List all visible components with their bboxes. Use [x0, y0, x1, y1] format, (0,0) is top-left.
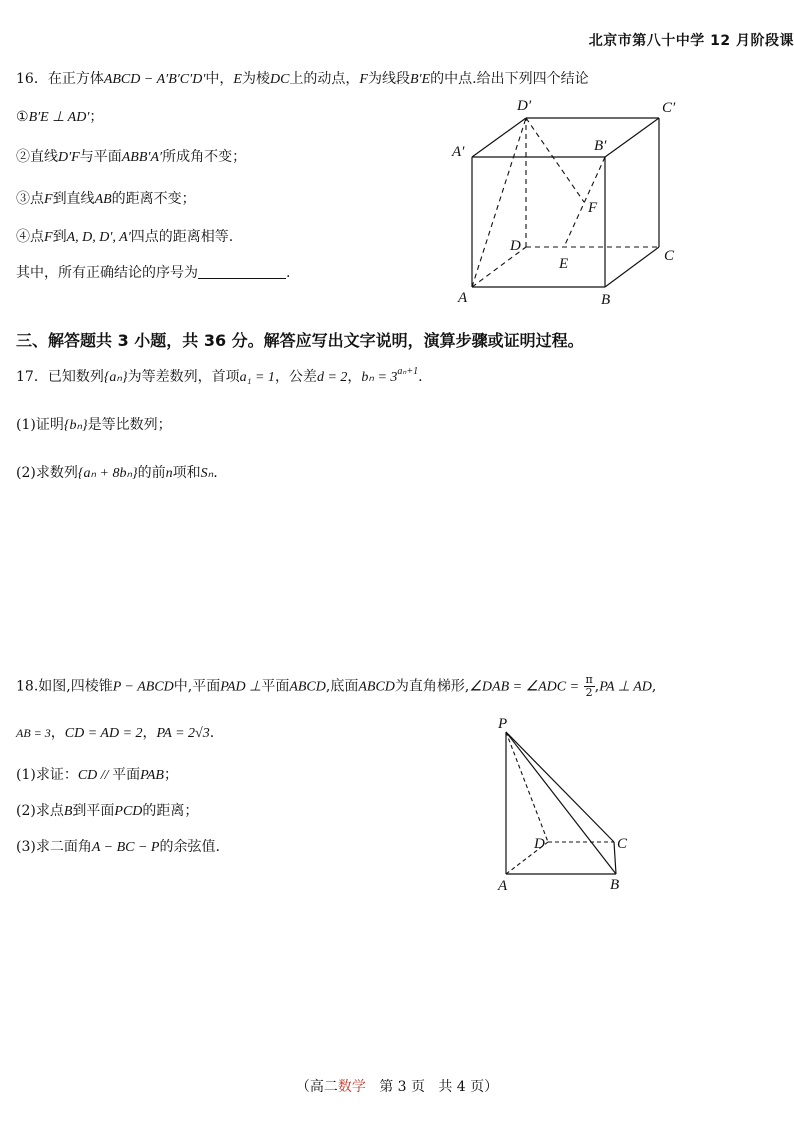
edge-PB	[506, 732, 616, 874]
q18-stem: 18.如图,四棱锥P − ABCD中,平面PAD ⊥平面ABCD,底面ABCD为直角梯形,∠DAB = ∠ADC = $\frac{\pi}{2}$ ,PA ⊥ AD,	[16, 673, 657, 699]
q18-number: 18.	[16, 678, 39, 695]
label-A: A	[498, 878, 508, 894]
segment-ADp	[472, 118, 526, 287]
q16-conclusion-1: ①B′E ⊥ AD′；	[16, 109, 104, 125]
segment-BpE	[564, 157, 605, 247]
page-header: 北京市第八十中学 12 月阶段课	[588, 33, 794, 49]
edge-BC	[614, 842, 616, 874]
q18-part-3: (3)求二面角A − BC − P的余弦值.	[16, 839, 220, 855]
q17-stem: 17．已知数列{aₙ}为等差数列，首项a₁ = 1，公差d = 2，$b_n = 3^{a_n+1}$.	[16, 366, 423, 385]
label-B: B	[601, 292, 611, 308]
label-D: D	[510, 238, 521, 254]
edge-PC	[506, 732, 614, 842]
q16-stem: 16．在正方体ABCD − A′B′C′D′中，E为棱DC上的动点，F为线段B′E的中点.给出下列四个结论	[16, 71, 589, 87]
q18-part-1: (1)求证：CD // 平面PAB；	[16, 767, 178, 783]
label-D: D	[534, 836, 545, 852]
q18-given: AB = 3，CD = AD = 2，PA = 2√3.	[16, 725, 215, 741]
label-A: A	[458, 290, 468, 306]
footer-total-pages: 共 4 页）	[438, 1079, 499, 1095]
q16-answer-prompt: 其中，所有正确结论的序号为 .	[16, 265, 291, 281]
label-Bp: B′	[594, 138, 607, 154]
label-P: P	[498, 716, 508, 732]
pyramid-figure	[490, 712, 650, 894]
footer-subject: 数学	[337, 1079, 366, 1095]
page-footer: （高二数学 第 3 页 共 4 页）	[295, 1079, 499, 1095]
q16-conclusion-3: ③点F到直线AB的距离不变；	[16, 191, 196, 207]
cube-figure	[440, 90, 700, 312]
q18-part-2: (2)求点B到平面PCD的距离；	[16, 803, 199, 819]
label-F: F	[588, 200, 598, 216]
answer-blank[interactable]	[198, 264, 286, 279]
edge-BC	[605, 247, 659, 287]
label-C: C	[617, 836, 628, 852]
edge-PD	[506, 732, 548, 842]
label-C: C	[664, 248, 675, 264]
label-Cp: C′	[662, 100, 676, 116]
label-B: B	[610, 877, 620, 893]
q17-part-1: (1)证明{bₙ}是等比数列；	[16, 417, 172, 433]
pi-over-2: $\frac{\pi}{2}$	[585, 673, 593, 699]
edge-ApDp	[472, 118, 526, 157]
q16-conclusion-4: ④点F到A, D, D′, A′四点的距离相等.	[16, 229, 234, 245]
edge-BpCp	[605, 118, 659, 157]
label-Ap: A′	[452, 144, 465, 160]
q17-number: 17．	[16, 369, 48, 385]
label-Dp: D′	[517, 98, 532, 114]
segment-DpF	[526, 118, 584, 202]
footer-page-number: 第 3 页	[379, 1079, 425, 1095]
label-E: E	[559, 256, 569, 272]
q17-part-2: (2)求数列{aₙ + 8bₙ}的前n项和Sₙ.	[16, 465, 218, 481]
q16-conclusion-2: ②直线D′F与平面ABB′A′所成角不变；	[16, 149, 247, 165]
section-3-title: 三、解答题共 3 小题，共 36 分。解答应写出文字说明，演算步骤或证明过程。	[16, 331, 584, 350]
q16-number: 16．	[16, 71, 48, 87]
